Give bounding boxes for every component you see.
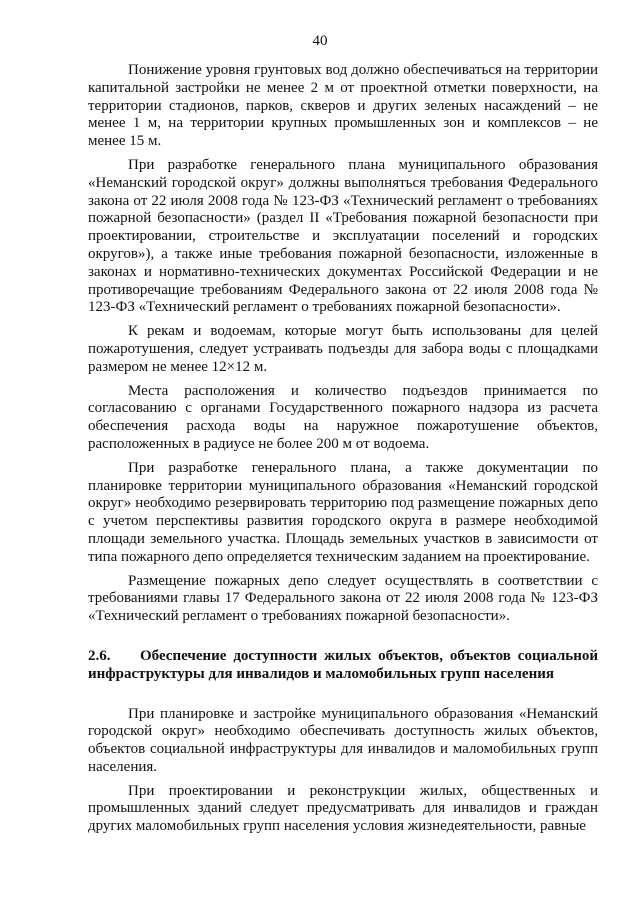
section-title: Обеспечение доступности жилых объектов, объектов социальной инфраструктуры для инвалидов и маломобильных групп населения xyxy=(88,647,598,682)
section-heading xyxy=(88,648,598,684)
paragraph-design-reconstruction: При проектировании и реконструкции жилых, общественных и промышленных зданий следует предусматривать для инвалидов и граждан других маломобильных групп населения условия жизнедеятельности, равные xyxy=(88,782,598,835)
paragraph-fire-depot-placement: Размещение пожарных депо следует осуществлять в соответствии с требованиями главы 17 Федерального закона от 22 июля 2008 года № 123-ФЗ «Технический регламент о требованиях пожарной безопасности». xyxy=(88,572,598,625)
page-number: 40 xyxy=(312,33,328,49)
document-body xyxy=(88,62,598,842)
paragraph-water-access: К рекам и водоемам, которые могут быть использованы для целей пожаротушения, следует устраивать подъезды для забора воды с площадками размером не менее 12×12 м. xyxy=(88,323,598,375)
paragraph-fire-safety-requirements: При разработке генерального плана муниципального образования «Неманский городской округ» должны выполняться требования Федерального закона от 22 июля 2008 года № 123-ФЗ «Технический регламент о требованиях пожарной безопасности» (раздел II «Требования пожарной безопасности при проектировании, строительстве и эксплуатации поселений и городских округов»), а также иные требования пожарной безопасности, изложенные в законах и нормативно-технических документах Российской Федерации и не противоречащие требованиям Федерального закона от 22 июля 2008 года № 123-ФЗ «Технический регламент о требованиях пожарной безопасности». xyxy=(88,156,598,316)
paragraph-accessibility: При планировке и застройке муниципального образования «Неманский городской округ» необходимо обеспечивать доступность жилых объектов, объектов социальной инфраструктуры для инвалидов и маломобильных групп населения. xyxy=(88,705,598,775)
paragraph-fire-depot-reserve: При разработке генерального плана, а также документации по планировке территории муниципального образования «Неманский городской округ» необходимо резервировать территорию под размещение пожарных депо с учетом перспективы развития городского округа в размере необходимой площади земельного участка. Площадь земельных участков в зависимости от типа пожарного депо определяется техническим заданием на проектирование. xyxy=(88,459,598,565)
section-number: 2.6. xyxy=(88,647,111,664)
paragraph-access-roads: Места расположения и количество подъездов принимается по согласованию с органами Государственного пожарного надзора из расчета обеспечения расхода воды на наружное пожаротушение объектов, расположенных в радиусе не более 200 м от водоема. xyxy=(88,382,598,452)
paragraph-groundwater: Понижение уровня грунтовых вод должно обеспечиваться на территории капитальной застройки не менее 2 м от проектной отметки поверхности, на территории стадионов, парков, скверов и других зеленых насаждений – не менее 1 м, на территории крупных промышленных зон и комплексов – не менее 15 м. xyxy=(88,62,598,150)
